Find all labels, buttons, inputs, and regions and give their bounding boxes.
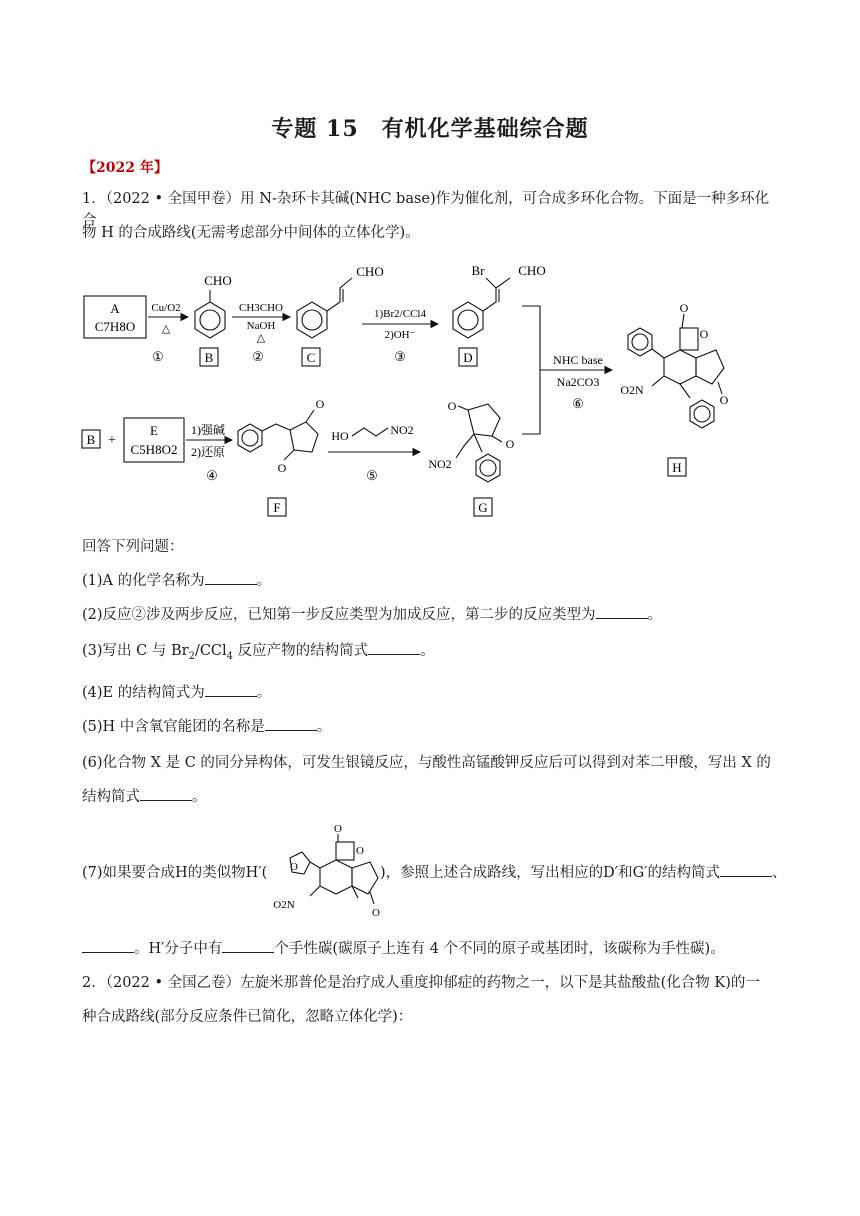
step4-reagent2: 2)还原 xyxy=(191,445,225,459)
step5-number: ⑤ xyxy=(366,468,378,483)
sub1-text: (1)A 的化学名称为 xyxy=(82,573,205,589)
q1-intro-line2: 物 H 的合成路线(无需考虑部分中间体的立体化学)。 xyxy=(82,225,420,241)
period: 。 xyxy=(256,573,272,589)
sub-question-6-line2 xyxy=(82,786,782,808)
hprime-o3: O xyxy=(356,845,364,857)
b-label: B xyxy=(204,350,214,365)
step1-condition: △ xyxy=(161,323,171,335)
step1-number: ① xyxy=(152,349,164,364)
q2-line2: 种合成路线(部分反应条件已简化，忽略立体化学)： xyxy=(82,1009,413,1025)
a-formula: C7H8O xyxy=(94,319,136,334)
sub7-post: )，参照上述合成路线，写出相应的D′和G′的结构简式 xyxy=(380,865,720,881)
step3-number: ③ xyxy=(394,349,406,364)
hprime-o2: O xyxy=(334,823,342,835)
sub5-text: (5)H 中含氧官能团的名称是 xyxy=(82,719,265,735)
answer-blank xyxy=(222,938,274,953)
sub7-post-wrap xyxy=(380,862,800,884)
c-label: C xyxy=(306,350,316,365)
step2-number: ② xyxy=(252,349,264,364)
answer-blank xyxy=(205,682,257,697)
answer-blank xyxy=(82,938,134,953)
h-o1: O xyxy=(679,301,689,315)
b-group: CHO xyxy=(204,273,232,288)
year-tag: 【2022 年】 xyxy=(82,160,168,176)
sub7-pre: (7)如果要合成H的类似物H′( xyxy=(82,865,268,881)
answer-prompt: 回答下列问题： xyxy=(82,539,184,555)
e-label: E xyxy=(150,423,158,438)
d-br: Br xyxy=(471,263,485,278)
sub7-line2: 。H′分子中有 xyxy=(134,941,223,957)
period: 。 xyxy=(316,719,332,735)
c-group: CHO xyxy=(356,264,384,279)
compound-h-structure xyxy=(620,301,728,476)
q1-intro-line1: 1．（2022 • 全国甲卷）用 N-杂环卡其碱(NHC base)作为催化剂，可合成多环化合物。下面是一种多环化合 xyxy=(82,191,770,229)
answer-blank xyxy=(205,570,257,585)
sub3-mid: /CCl xyxy=(194,643,227,659)
compound-g-structure xyxy=(428,399,514,516)
answer-blank xyxy=(596,604,648,619)
h-no2: O2N xyxy=(620,383,644,397)
compound-a xyxy=(84,296,146,338)
g-o1: O xyxy=(447,399,457,413)
sub-question-4 xyxy=(82,682,782,704)
d-group: CHO xyxy=(518,263,546,278)
f-o2: O xyxy=(277,461,287,475)
plus-sign: + xyxy=(108,433,116,448)
step6-number: ⑥ xyxy=(572,396,584,411)
h-label: H xyxy=(672,460,682,475)
g-label: G xyxy=(478,500,488,515)
h-o2: O xyxy=(699,327,709,341)
period: 。 xyxy=(256,685,272,701)
a-label: A xyxy=(110,301,120,316)
sub2-text: (2)反应②涉及两步反应，已知第一步反应类型为加成反应，第二步的反应类型为 xyxy=(82,607,596,623)
g-no2: NO2 xyxy=(428,457,452,471)
step5-reagent: HO xyxy=(331,429,349,443)
answer-blank xyxy=(140,786,192,801)
sub3-post: 反应产物的结构简式 xyxy=(237,643,369,659)
sub6-line2-text: 结构简式 xyxy=(82,789,140,805)
compound-c-structure xyxy=(297,264,384,366)
b2-label: B xyxy=(86,432,96,447)
step6-reagent: NHC base xyxy=(553,353,603,367)
sub3-pre: (3)写出 C 与 Br xyxy=(82,643,189,659)
sub7-comma: 、 xyxy=(771,865,787,881)
synthesis-scheme xyxy=(0,258,860,518)
sub-question-7-line2 xyxy=(82,938,782,960)
sub3-sub2: 4 xyxy=(226,650,234,662)
f-label: F xyxy=(273,500,281,515)
f-o1: O xyxy=(315,397,325,411)
sub4-text: (4)E 的结构简式为 xyxy=(82,685,205,701)
compound-b-structure xyxy=(195,273,232,366)
hprime-o1: O xyxy=(290,861,298,873)
step2-base: NaOH xyxy=(246,320,276,332)
sub3-sub1: 2 xyxy=(188,650,195,662)
hprime-o4: O xyxy=(372,907,380,919)
step3-reagent1: 1)Br2/CCl4 xyxy=(374,308,426,320)
step4-number: ④ xyxy=(206,468,218,483)
g-o2: O xyxy=(505,437,515,451)
period: 。 xyxy=(647,607,663,623)
compound-f-structure xyxy=(238,397,325,516)
compound-d-structure xyxy=(453,263,546,366)
answer-blank xyxy=(368,640,420,655)
period: 。 xyxy=(420,643,435,659)
step5-no2: NO2 xyxy=(390,423,414,437)
sub-question-6-line1: (6)化合物 X 是 C 的同分异构体，可发生银镜反应，与酸性高锰酸钾反应后可以得到对苯二甲酸，写出 X 的 xyxy=(82,755,771,771)
step3-reagent2: 2)OH⁻ xyxy=(384,329,416,341)
step2-condition: △ xyxy=(256,332,266,344)
hprime-no2: O2N xyxy=(273,899,295,911)
step2-reagent: CH3CHO xyxy=(238,302,284,314)
sub-question-5 xyxy=(82,716,782,738)
answer-blank xyxy=(265,716,317,731)
step6-base: Na2CO3 xyxy=(556,375,600,389)
sub7-line2-post: 个手性碳(碳原子上连有 4 个不同的原子或基团时，该碳称为手性碳)。 xyxy=(274,941,725,957)
sub-question-2 xyxy=(82,604,782,626)
answer-blank xyxy=(720,862,772,877)
sub-question-3 xyxy=(82,640,782,668)
sub-question-1 xyxy=(82,570,782,592)
step1-reagent: Cu/O2 xyxy=(151,302,181,314)
period: 。 xyxy=(192,789,207,805)
h-o3: O xyxy=(719,393,729,407)
q2-line1: 2．（2022 • 全国乙卷）左旋米那普伦是治疗成人重度抑郁症的药物之一，以下是其盐酸盐(化合物 K)的一 xyxy=(82,975,760,991)
step4-reagent1: 1)强碱 xyxy=(191,423,225,437)
d-label: D xyxy=(463,350,473,365)
e-formula: C5H8O2 xyxy=(130,442,178,457)
page-title: 专题 15 有机化学基础综合题 xyxy=(271,116,589,142)
